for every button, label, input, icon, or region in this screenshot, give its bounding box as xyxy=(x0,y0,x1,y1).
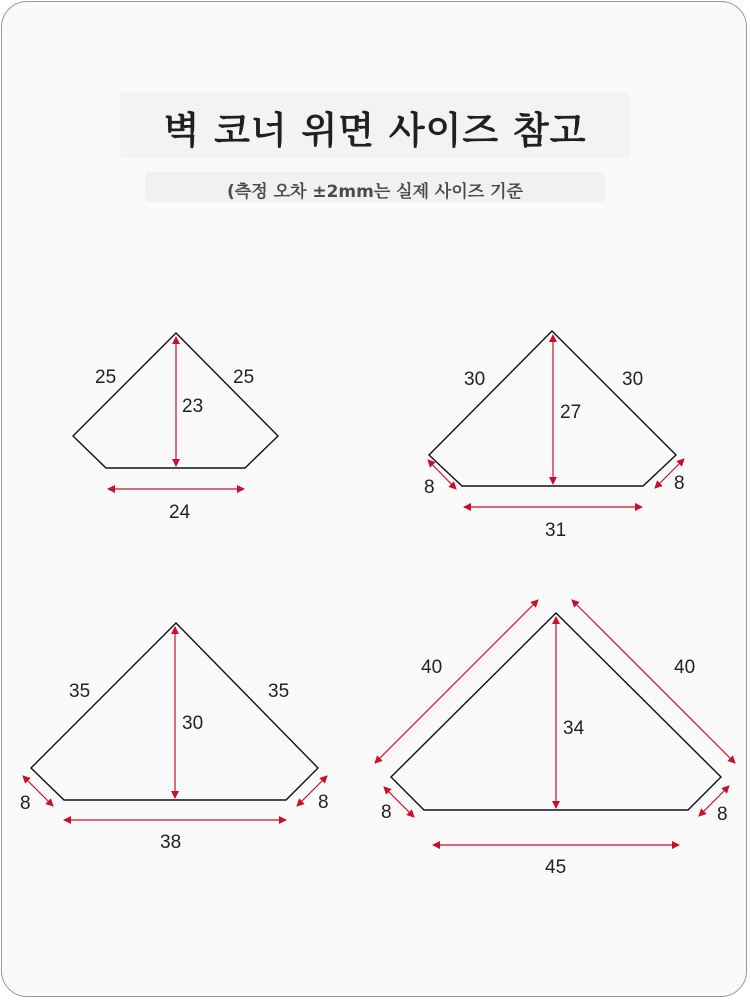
shape-4-side-left-label: 40 xyxy=(421,657,443,678)
shape-3-side-left-label: 35 xyxy=(69,681,91,702)
shape-1-side-left-label: 25 xyxy=(95,367,117,388)
corner-shape-4 xyxy=(375,600,735,878)
page-subtitle: (측정 오차 ±2mm는 실제 사이즈 기준 xyxy=(227,182,523,202)
shape-2-side-left-label: 30 xyxy=(464,369,486,390)
shape-2-corner-right-label: 8 xyxy=(674,473,685,494)
shape-3-corner-right-label: 8 xyxy=(318,792,329,813)
corner-shape-2 xyxy=(424,331,685,541)
corner-shape-1 xyxy=(73,333,278,523)
shape-4-height-label: 34 xyxy=(563,718,585,739)
shape-1-height-label: 23 xyxy=(182,396,204,417)
shape-2-height-label: 27 xyxy=(560,402,582,423)
page-title: 벽 코너 위면 사이즈 참고 xyxy=(163,109,587,152)
shape-1-side-right-label: 25 xyxy=(233,367,255,388)
shape-4-bottom-label: 45 xyxy=(545,857,567,878)
shape-1-bottom-label: 24 xyxy=(169,502,191,523)
shape-2-corner-left-label: 8 xyxy=(424,477,435,498)
shape-4-side-left-dimension xyxy=(375,600,538,763)
shape-2-bottom-label: 31 xyxy=(545,520,567,541)
shape-3-bottom-label: 38 xyxy=(160,832,182,853)
corner-shape-3 xyxy=(20,623,329,853)
shape-3-corner-left-label: 8 xyxy=(20,793,31,814)
shape-4-corner-right-label: 8 xyxy=(717,804,728,825)
shape-4-side-right-label: 40 xyxy=(674,657,696,678)
shape-3-side-right-label: 35 xyxy=(268,681,290,702)
shape-2-side-right-label: 30 xyxy=(622,369,644,390)
shape-3-height-label: 30 xyxy=(182,713,204,734)
shape-4-corner-left-label: 8 xyxy=(381,802,392,823)
shape-4-side-right-dimension xyxy=(572,600,735,763)
